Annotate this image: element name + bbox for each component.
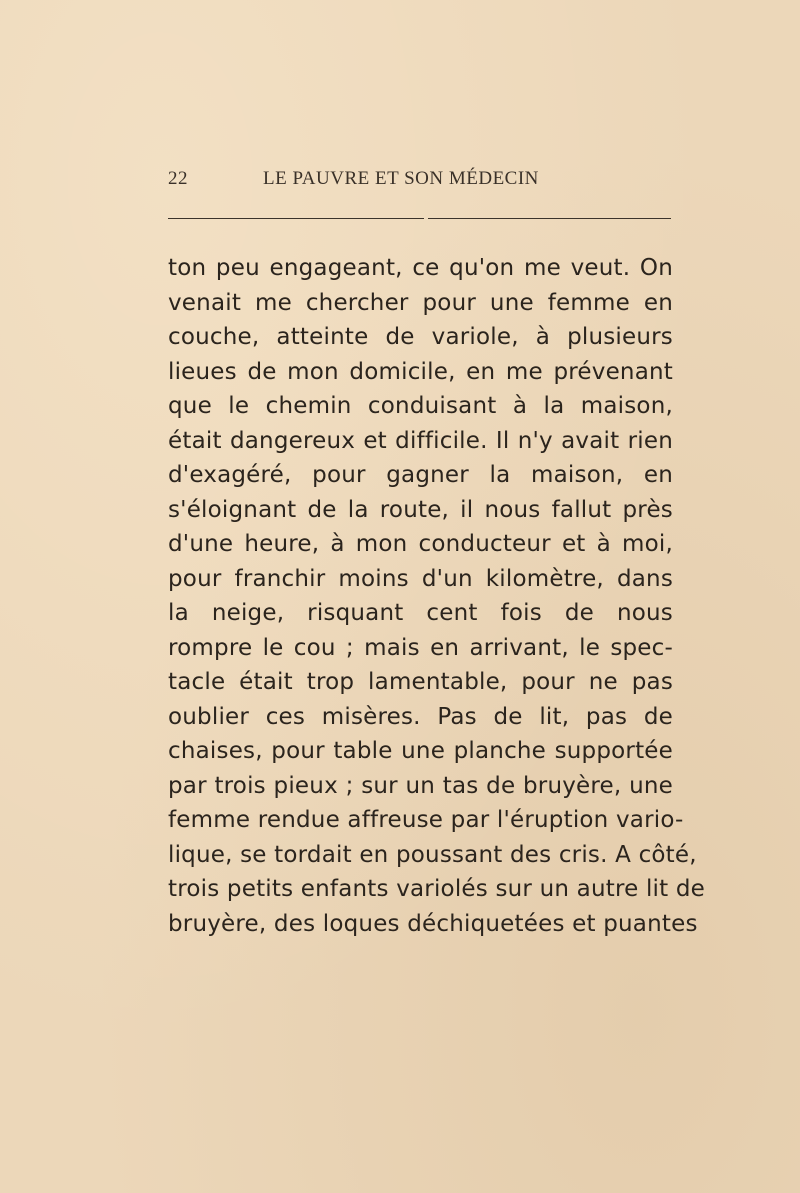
running-header	[168, 168, 673, 196]
text-line: d'une heure, à mon conducteur et à moi,	[168, 531, 673, 557]
text-line: bruyère, des loques déchiquetées et puantes	[168, 910, 698, 937]
text-line: s'éloignant de la route, il nous fallut près	[168, 496, 673, 523]
text-line: lieues de mon domicile, en me prévenant	[168, 358, 673, 385]
text-line: que le chemin conduisant à la maison,	[168, 393, 673, 419]
text-line: trois petits enfants variolés sur un autre lit de	[168, 876, 706, 902]
text-line: tacle était trop lamentable, pour ne pas	[168, 669, 673, 695]
text-line: venait me chercher pour une femme en	[168, 289, 673, 316]
text-line: pour franchir moins d'un kilomètre, dans	[168, 565, 673, 592]
text-line: d'exagéré, pour gagner la maison, en	[168, 462, 673, 488]
running-title: LE PAUVRE ET SON MÉDECIN	[263, 168, 539, 189]
text-line: la neige, risquant cent fois de nous	[168, 600, 673, 626]
page-number: 22	[168, 168, 188, 189]
text-line: femme rendue affreuse par l'éruption vario-	[168, 807, 684, 833]
text-line: rompre le cou ; mais en arrivant, le spec-	[168, 634, 673, 661]
text-line: ton peu engageant, ce qu'on me veut. On	[168, 255, 673, 281]
text-line: oublier ces misères. Pas de lit, pas de	[168, 703, 673, 730]
header-rule-left	[168, 218, 424, 219]
body-text	[168, 251, 706, 941]
text-line: couche, atteinte de variole, à plusieurs	[168, 324, 673, 350]
text-line: chaises, pour table une planche supportée	[168, 738, 673, 764]
text-line: était dangereux et difficile. Il n'y avait rien	[168, 427, 673, 454]
header-rule-right	[428, 218, 671, 219]
text-line: lique, se tordait en poussant des cris. A côté,	[168, 841, 697, 868]
text-line: par trois pieux ; sur un tas de bruyère, une	[168, 772, 673, 799]
